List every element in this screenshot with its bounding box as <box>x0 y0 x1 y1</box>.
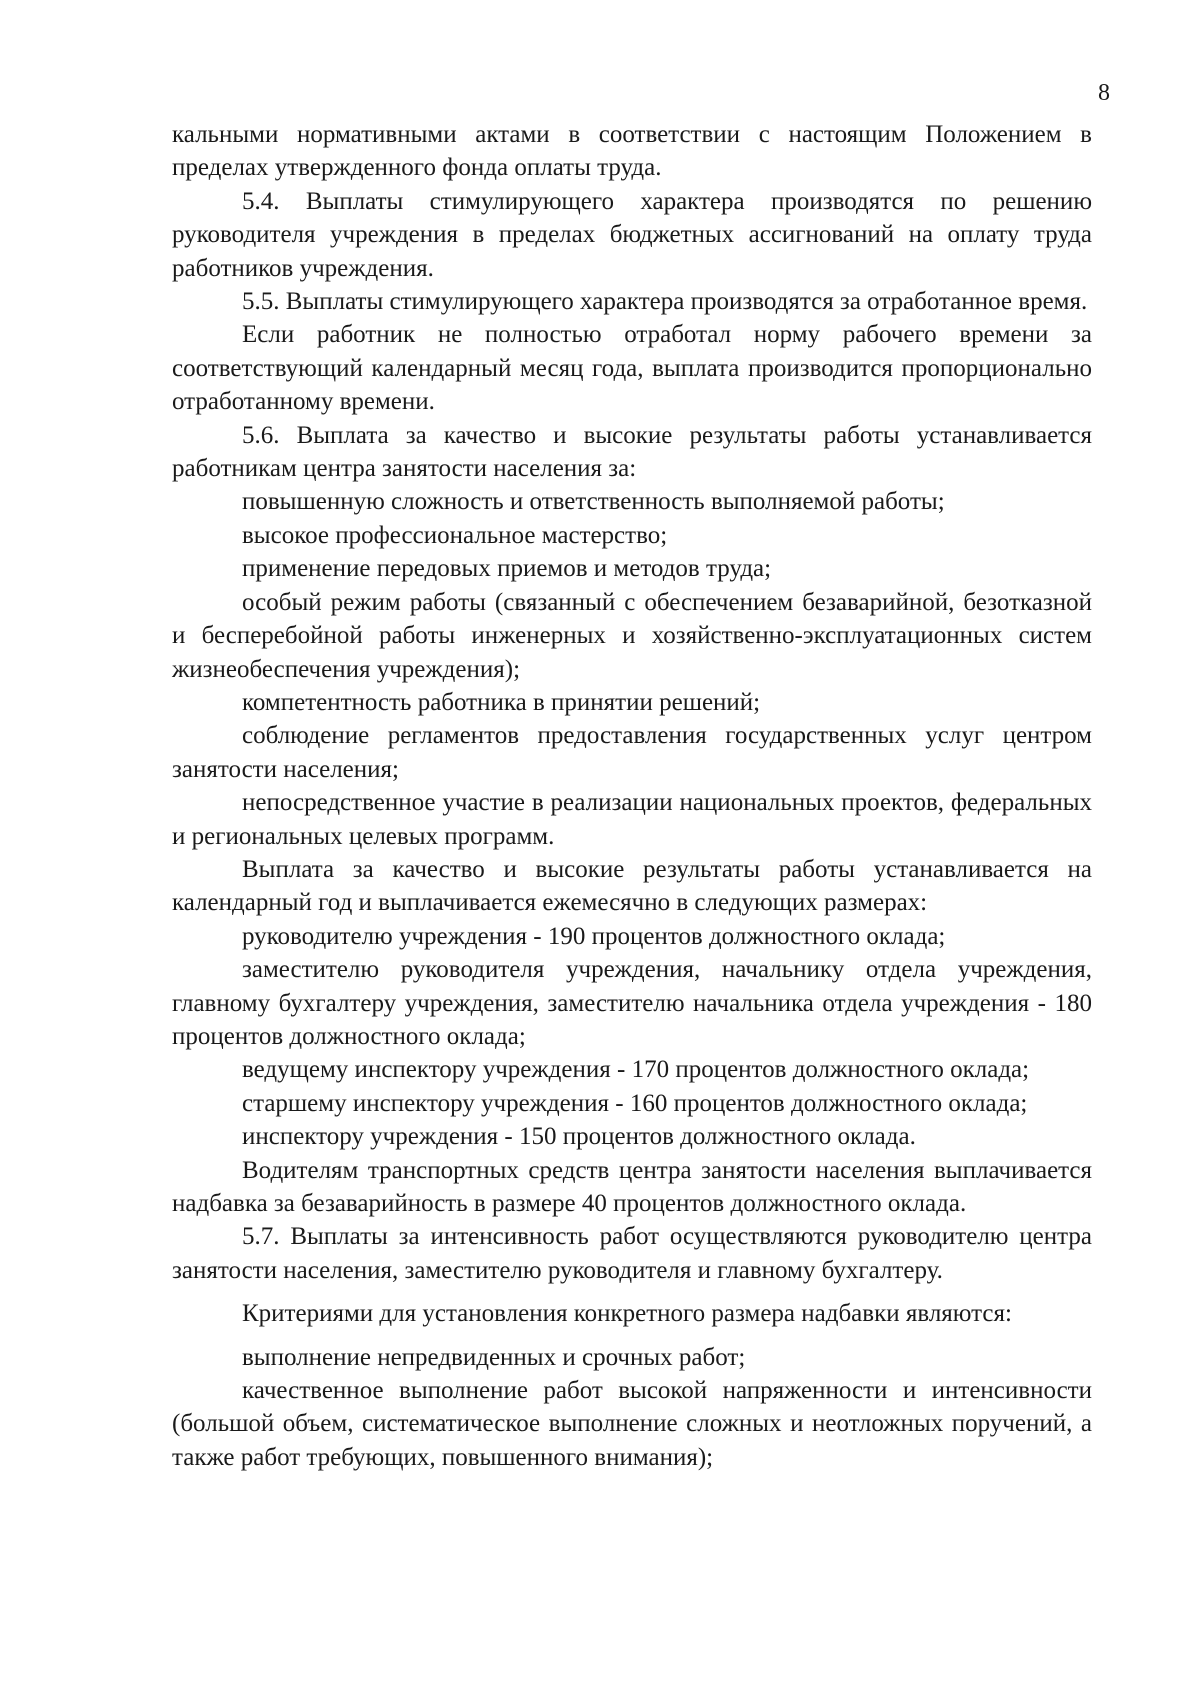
list-item: заместителю руководителя учреждения, начальнику отдела учреждения, главному бухгалтеру учреждения, заместителю начальника отдела учреждения - 180 процентов должностного оклада; <box>172 956 1092 1050</box>
paragraph: Критериями для установления конкретного размера надбавки являются: <box>242 1300 1012 1328</box>
paragraph: Если работник не полностью отработал норму рабочего времени за соответствующий календарный месяц года, выплата производится пропорционально отработанному времени. <box>172 321 1092 416</box>
list-item: руководителю учреждения - 190 процентов должностного оклада; <box>242 922 946 950</box>
list-item: непосредственное участие в реализации национальных проектов, федеральных и региональных целевых программ. <box>172 789 1092 850</box>
paragraph: Водителям транспортных средств центра занятости населения выплачивается надбавка за безаварийность в размере 40 процентов должностного оклада. <box>172 1156 1092 1217</box>
paragraph: 5.7. Выплаты за интенсивность работ осуществляются руководителю центра занятости населения, заместителю руководителя и главному бухгалтеру. <box>172 1223 1092 1284</box>
paragraph: кальными нормативными актами в соответствии с настоящим Положением в пределах утвержденного фонда оплаты труда. <box>172 121 1092 182</box>
document-body <box>172 118 1092 1474</box>
list-item: качественное выполнение работ высокой напряженности и интенсивности (большой объем, систематическое выполнение сложных и неотложных поручений, а также работ требующих, повышенного внимания); <box>172 1377 1092 1471</box>
list-item: инспектору учреждения - 150 процентов должностного оклада. <box>242 1123 916 1151</box>
list-item: старшему инспектору учреждения - 160 процентов должностного оклада; <box>242 1089 1028 1117</box>
list-item: высокое профессиональное мастерство; <box>242 521 668 549</box>
list-item: выполнение непредвиденных и срочных работ; <box>242 1343 746 1371</box>
list-item: повышенную сложность и ответственность выполняемой работы; <box>242 488 945 516</box>
list-item: компетентность работника в принятии решений; <box>242 688 761 716</box>
list-item: соблюдение регламентов предоставления государственных услуг центром занятости населения; <box>172 722 1092 783</box>
paragraph: 5.4. Выплаты стимулирующего характера производятся по решению руководителя учреждения в пределах бюджетных ассигнований на оплату труда работников учреждения. <box>172 187 1092 282</box>
paragraph: Выплата за качество и высокие результаты работы устанавливается на календарный год и выплачивается ежемесячно в следующих размерах: <box>172 855 1092 917</box>
paragraph: 5.6. Выплата за качество и высокие результаты работы устанавливается работникам центра занятости населения за: <box>172 421 1092 483</box>
paragraph: 5.5. Выплаты стимулирующего характера производятся за отработанное время. <box>242 288 1088 316</box>
list-item: применение передовых приемов и методов труда; <box>242 555 772 583</box>
list-item: ведущему инспектору учреждения - 170 процентов должностного оклада; <box>242 1056 1030 1084</box>
page-number: 8 <box>1098 80 1110 106</box>
list-item: особый режим работы (связанный с обеспечением безаварийной, безотказной и бесперебойной работы инженерных и хозяйственно-эксплуатационных систем жизнеобеспечения учреждения); <box>172 588 1092 683</box>
